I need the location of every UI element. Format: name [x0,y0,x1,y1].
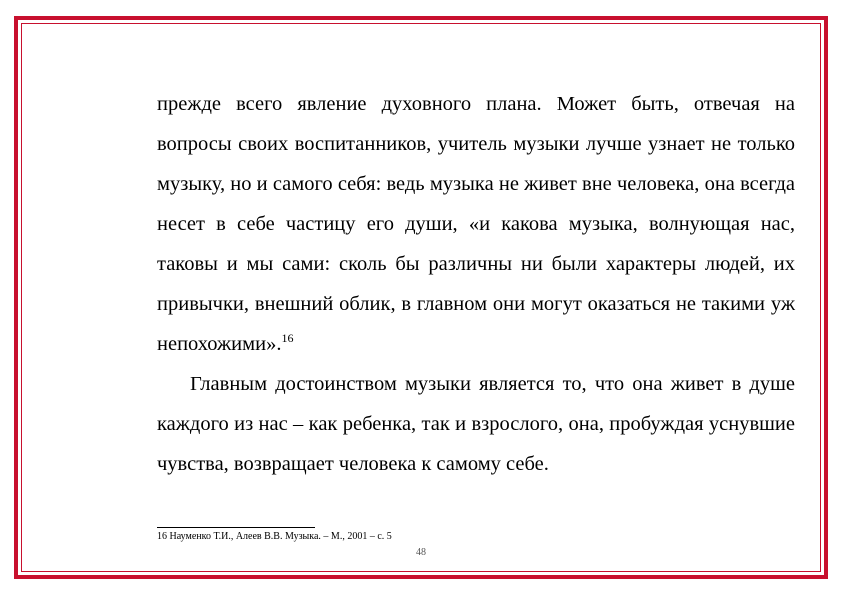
body-text [157,84,795,484]
page-number: 48 [416,547,426,558]
paragraph-2: Главным достоинством музыки является то, что она живет в душе каждого из нас – как ребенка, так и взрослого, она, пробуждая уснувшие чувства, возвращает человека к самому себе. [157,373,795,475]
paragraph-1 [157,84,795,364]
footnote-text: 16 Науменко Т.И., Алеев В.В. Музыка. – М., 2001 – с. 5 [157,531,392,542]
footnote-separator [157,527,315,528]
footnote-reference[interactable]: 16 [281,331,294,345]
paragraph-1-text: прежде всего явление духовного плана. Может быть, отвечая на вопросы своих воспитанников, учитель музыки лучше узнает не только музыку, но и самого себя: ведь музыка не живет вне человека, она всегда несет в себе частицу его души, «и какова музыка, волнующая нас, таковы и мы сами: сколь бы различны ни были характеры людей, их привычки, внешний облик, в главном они могут оказаться не такими уж непохожими». [157,93,795,355]
